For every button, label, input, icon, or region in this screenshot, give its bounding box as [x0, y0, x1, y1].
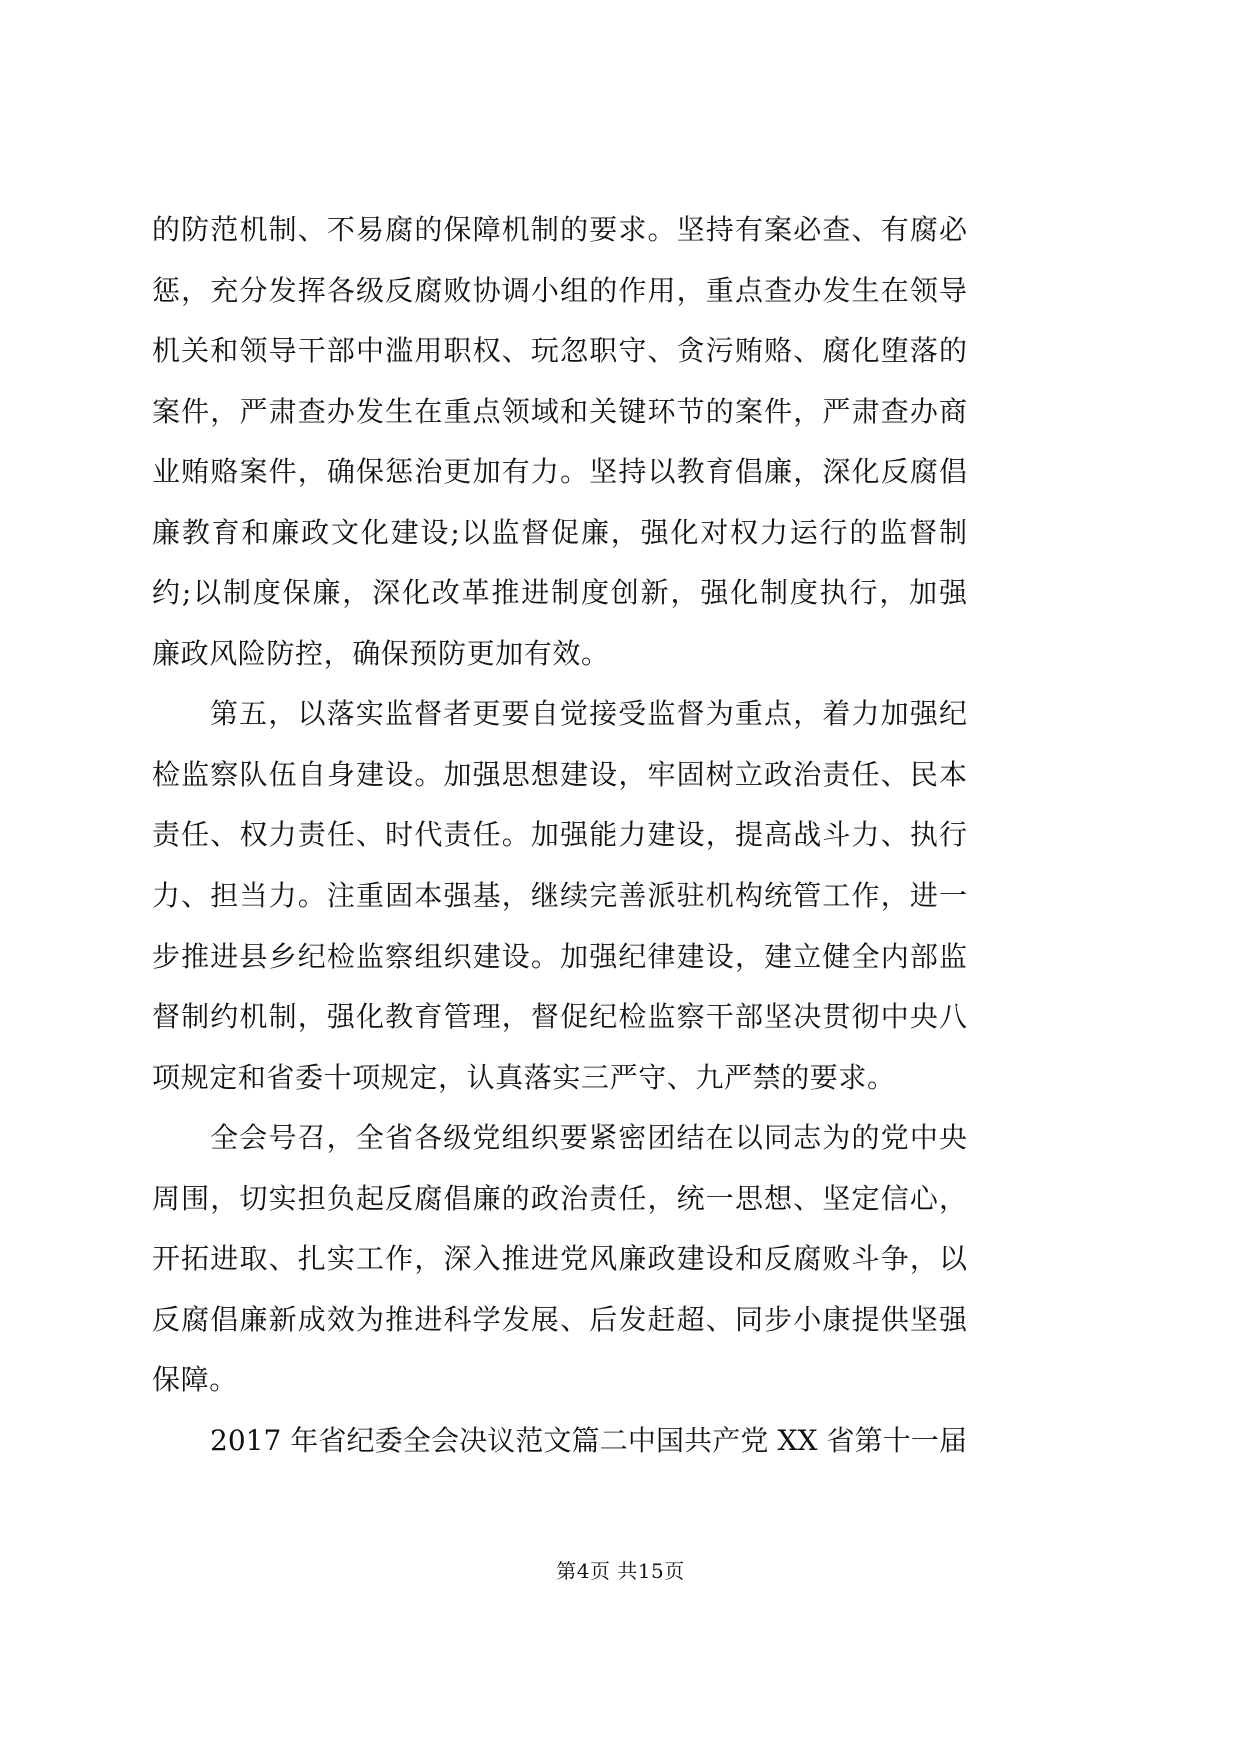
text-line: 检监察队伍自身建设。加强思想建设，牢固树立政治责任、民本 [152, 757, 967, 791]
page-footer: 第4页 共15页 [556, 1559, 685, 1583]
text-line: 周围，切实担负起反腐倡廉的政治责任，统一思想、坚定信心， [152, 1181, 967, 1215]
text-line: 案件，严肃查办发生在重点领域和关键环节的案件，严肃查办商 [152, 394, 967, 428]
paragraph [152, 1108, 967, 1411]
document-body [152, 200, 967, 1471]
text-line: 约;以制度保廉，深化改革推进制度创新，强化制度执行，加强 [152, 576, 967, 610]
text-line: 的防范机制、不易腐的保障机制的要求。坚持有案必查、有腐必 [152, 213, 967, 246]
text-line: 开拓进取、扎实工作，深入推进党风廉政建设和反腐败斗争，以 [152, 1242, 967, 1276]
text-line: 业贿赂案件，确保惩治更加有力。坚持以教育倡廉，深化反腐倡 [152, 455, 967, 489]
text-line: 保障。 [152, 1363, 238, 1397]
text-line: 廉教育和廉政文化建设;以监督促廉，强化对权力运行的监督制 [152, 515, 967, 549]
text-line: 力、担当力。注重固本强基，继续完善派驻机构统管工作，进一 [152, 879, 967, 913]
text-line: 反腐倡廉新成效为推进科学发展、后发赶超、同步小康提供坚强 [152, 1302, 967, 1336]
paragraph [152, 684, 967, 1108]
text-line: 2017 年省纪委全会决议范文篇二中国共产党 XX 省第十一届 [210, 1423, 967, 1457]
text-line: 机关和领导干部中滥用职权、玩忽职守、贪污贿赂、腐化堕落的 [152, 334, 967, 368]
text-line: 第五，以落实监督者更要自觉接受监督为重点，着力加强纪 [210, 697, 967, 731]
text-line: 惩，充分发挥各级反腐败协调小组的作用，重点查办发生在领导 [152, 273, 967, 307]
paragraph [152, 200, 967, 684]
text-line: 责任、权力责任、时代责任。加强能力建设，提高战斗力、执行 [152, 818, 967, 852]
text-line: 全会号召，全省各级党组织要紧密团结在以同志为的党中央 [210, 1121, 967, 1155]
paragraph [152, 1411, 967, 1472]
text-line: 项规定和省委十项规定，认真落实三严守、九严禁的要求。 [152, 1060, 896, 1094]
text-line: 督制约机制，强化教育管理，督促纪检监察干部坚决贯彻中央八 [152, 1000, 967, 1034]
text-line: 步推进县乡纪检监察组织建设。加强纪律建设，建立健全内部监 [152, 939, 967, 973]
text-line: 廉政风险防控，确保预防更加有效。 [152, 636, 610, 670]
